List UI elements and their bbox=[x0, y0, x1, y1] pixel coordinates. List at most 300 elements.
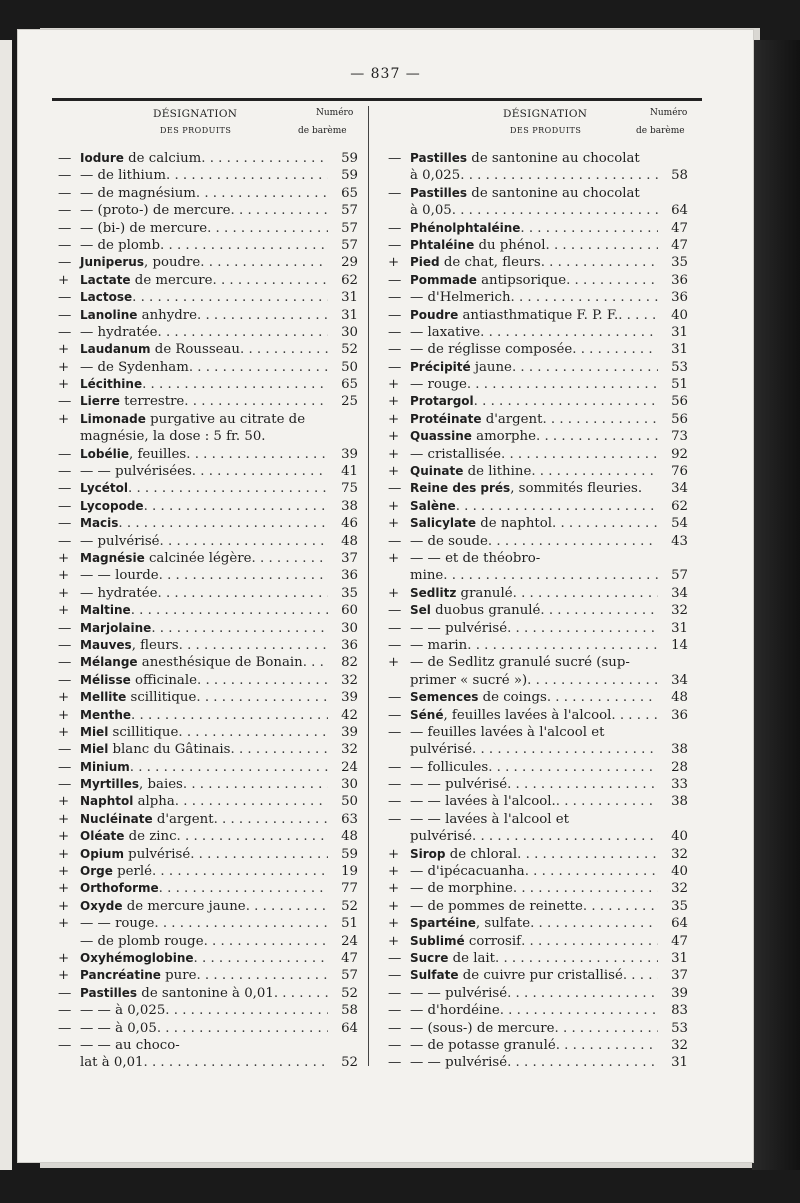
product-detail: de santonine au chocolat bbox=[467, 151, 640, 166]
entry-mark: + bbox=[388, 377, 400, 393]
entry-mark: — bbox=[58, 394, 72, 410]
bareme-number: 73 bbox=[671, 429, 688, 445]
bareme-number: 30 bbox=[341, 777, 358, 793]
dot-leader bbox=[541, 254, 658, 271]
entry-text bbox=[410, 1037, 556, 1054]
entry-mark: — bbox=[58, 185, 72, 201]
dot-leader bbox=[443, 567, 658, 584]
ditto-mark: — bbox=[80, 220, 98, 236]
ditto-mark: — — bbox=[410, 550, 446, 566]
ditto-mark: — bbox=[80, 359, 98, 375]
entry-mark: + bbox=[58, 585, 70, 601]
entry-text bbox=[410, 898, 583, 915]
bareme-number: 64 bbox=[341, 1020, 358, 1036]
product-name: Myrtilles bbox=[80, 777, 140, 792]
ditto-mark: — — bbox=[410, 794, 446, 810]
dot-leader bbox=[488, 533, 658, 550]
entry-mark: + bbox=[388, 255, 400, 271]
product-detail: jaune bbox=[470, 359, 512, 375]
product-detail: calcinée légère bbox=[144, 550, 252, 566]
bareme-number: 57 bbox=[341, 237, 358, 253]
list-item bbox=[388, 967, 688, 984]
entry-text bbox=[80, 707, 131, 724]
entry-text bbox=[80, 620, 151, 637]
dot-leader bbox=[512, 359, 658, 376]
ditto-mark: — bbox=[410, 898, 428, 914]
ditto-mark: — bbox=[410, 446, 428, 462]
product-detail: , baies bbox=[139, 777, 183, 793]
product-name: Lycétol bbox=[80, 481, 128, 496]
bareme-number: 19 bbox=[341, 864, 358, 880]
entry-text bbox=[410, 307, 618, 324]
designation-heading: DÉSIGNATION bbox=[503, 108, 588, 120]
list-item bbox=[388, 1020, 688, 1037]
bareme-number: 40 bbox=[671, 829, 688, 845]
ditto-mark: — — bbox=[80, 916, 116, 932]
bareme-number: 40 bbox=[671, 307, 688, 323]
dot-leader bbox=[196, 967, 328, 984]
product-detail: à 0,05 bbox=[115, 1020, 157, 1036]
entry-mark: — bbox=[388, 968, 402, 984]
entry-text bbox=[410, 480, 642, 497]
product-name: Lierre bbox=[80, 394, 120, 409]
dot-leader bbox=[583, 898, 658, 915]
entry-text bbox=[410, 585, 513, 602]
bareme-number: 42 bbox=[341, 707, 358, 723]
product-detail: rouge bbox=[115, 916, 155, 932]
list-item bbox=[388, 672, 688, 689]
list-item bbox=[58, 411, 358, 428]
product-name: Miel bbox=[80, 742, 109, 757]
entry-mark: — bbox=[58, 777, 72, 793]
dot-leader bbox=[472, 741, 658, 758]
dot-leader bbox=[154, 915, 328, 932]
dot-leader bbox=[513, 585, 658, 602]
ditto-mark: — bbox=[410, 724, 428, 740]
dot-leader bbox=[197, 672, 328, 689]
entry-mark: + bbox=[388, 464, 400, 480]
list-item bbox=[58, 150, 358, 167]
entry-mark: + bbox=[58, 342, 70, 358]
dot-leader bbox=[144, 498, 328, 515]
product-detail: amorphe bbox=[471, 429, 536, 445]
entry-mark: — bbox=[388, 481, 402, 497]
product-detail: de zinc bbox=[124, 829, 177, 845]
product-name: Marjolaine bbox=[80, 620, 152, 635]
ditto-mark: — — bbox=[410, 620, 446, 636]
product-name: Macis bbox=[80, 516, 119, 531]
bareme-number: 34 bbox=[671, 481, 688, 497]
bareme-number: 36 bbox=[671, 707, 688, 723]
entry-mark: + bbox=[58, 829, 70, 845]
bareme-number: 32 bbox=[671, 846, 688, 862]
entry-mark: — bbox=[388, 307, 402, 323]
product-name: Spartéine bbox=[410, 916, 476, 931]
dot-leader bbox=[166, 167, 328, 184]
bareme-number: 65 bbox=[341, 185, 358, 201]
product-detail: à 0,025 bbox=[115, 1003, 166, 1019]
dot-leader bbox=[196, 185, 328, 202]
entry-mark: — bbox=[388, 637, 402, 653]
dot-leader bbox=[151, 620, 328, 637]
product-name: Poudre bbox=[410, 307, 459, 322]
product-name: Pastilles bbox=[410, 151, 468, 165]
product-detail: pulvérisé bbox=[123, 846, 191, 862]
entry-text bbox=[410, 567, 443, 584]
dot-leader bbox=[165, 1002, 328, 1019]
list-item bbox=[388, 689, 688, 706]
ditto-mark: — bbox=[80, 168, 98, 184]
list-item bbox=[388, 1002, 688, 1019]
dot-leader bbox=[507, 1054, 658, 1071]
entry-mark: + bbox=[388, 446, 400, 462]
list-item bbox=[388, 793, 688, 810]
entry-text bbox=[410, 811, 569, 828]
product-detail: granulé bbox=[456, 585, 513, 601]
product-detail: pulvérisé bbox=[445, 620, 508, 636]
entry-mark: + bbox=[58, 794, 70, 810]
entry-mark: + bbox=[388, 394, 400, 410]
bareme-number: 31 bbox=[671, 342, 688, 358]
product-name: Laudanum bbox=[80, 342, 151, 357]
entry-mark: — bbox=[388, 950, 402, 966]
entry-mark: + bbox=[58, 568, 70, 584]
ditto-mark: — — bbox=[80, 464, 116, 480]
entry-mark: — bbox=[388, 724, 402, 740]
list-item bbox=[58, 724, 358, 741]
bareme-number: 51 bbox=[671, 377, 688, 393]
product-detail: de chat, fleurs bbox=[439, 255, 541, 271]
bareme-number: 32 bbox=[341, 672, 358, 688]
list-item bbox=[388, 898, 688, 915]
list-item bbox=[388, 567, 688, 584]
entry-text bbox=[410, 724, 604, 741]
dot-leader bbox=[303, 654, 328, 671]
bareme-number: 58 bbox=[341, 1003, 358, 1019]
entry-mark: + bbox=[58, 864, 70, 880]
list-item bbox=[388, 480, 688, 497]
product-detail: de chloral bbox=[445, 846, 518, 862]
dot-leader bbox=[157, 324, 328, 341]
ditto-mark: — — bbox=[410, 985, 446, 1001]
entry-mark: — bbox=[58, 481, 72, 497]
ditto-mark: — bbox=[410, 1003, 428, 1019]
list-item bbox=[58, 428, 358, 445]
list-item bbox=[58, 237, 358, 254]
entry-mark: + bbox=[58, 272, 70, 288]
entry-mark: + bbox=[58, 377, 70, 393]
entry-text bbox=[80, 654, 303, 671]
list-item bbox=[388, 446, 688, 463]
entry-text bbox=[80, 724, 178, 741]
list-item bbox=[58, 602, 358, 619]
product-detail: magnésie, la dose : 5 fr. 50. bbox=[80, 429, 266, 445]
bareme-number: 75 bbox=[341, 481, 358, 497]
ditto-mark: — bbox=[410, 324, 428, 340]
ditto-mark: — bbox=[410, 1037, 428, 1053]
entry-mark: — bbox=[58, 1037, 72, 1053]
product-name: Maltine bbox=[80, 603, 131, 618]
product-detail: anhydre bbox=[137, 307, 197, 323]
ditto-mark: — bbox=[80, 185, 98, 201]
entry-text bbox=[410, 620, 507, 637]
list-item bbox=[388, 811, 688, 828]
dot-leader bbox=[183, 776, 328, 793]
product-detail: pulvérisé bbox=[445, 1055, 508, 1071]
list-item bbox=[58, 1002, 358, 1019]
bareme-number: 31 bbox=[671, 950, 688, 966]
bareme-number: 35 bbox=[671, 898, 688, 914]
list-item bbox=[388, 393, 688, 410]
dot-leader bbox=[452, 202, 658, 219]
product-name: Magnésie bbox=[80, 550, 145, 565]
product-name: Mauves bbox=[80, 637, 132, 652]
product-name: Iodure bbox=[80, 151, 124, 165]
entry-text bbox=[80, 985, 274, 1002]
ditto-mark: — — bbox=[410, 1055, 446, 1071]
right-entries bbox=[388, 150, 688, 1072]
entry-text bbox=[410, 967, 623, 984]
entry-mark: + bbox=[388, 916, 400, 932]
entry-mark: — bbox=[388, 1037, 402, 1053]
product-detail: de mercure jaune bbox=[122, 898, 246, 914]
bareme-number: 24 bbox=[341, 933, 358, 949]
list-item bbox=[58, 254, 358, 271]
entry-mark: + bbox=[388, 864, 400, 880]
entry-mark: + bbox=[58, 603, 70, 619]
product-name: Naphtol bbox=[80, 794, 134, 809]
product-detail: d'hordéine bbox=[427, 1003, 500, 1019]
bareme-number: 41 bbox=[341, 464, 358, 480]
dot-leader bbox=[200, 254, 328, 271]
entry-mark: — bbox=[388, 620, 402, 636]
dot-leader bbox=[456, 498, 658, 515]
list-item bbox=[58, 950, 358, 967]
entry-text bbox=[80, 272, 212, 289]
bareme-number: 25 bbox=[341, 394, 358, 410]
list-item bbox=[388, 167, 688, 184]
entry-mark: — bbox=[388, 290, 402, 306]
entry-mark: + bbox=[58, 359, 70, 375]
entry-text bbox=[80, 324, 157, 341]
entry-text bbox=[80, 150, 201, 167]
dot-leader bbox=[230, 741, 328, 758]
entry-text bbox=[410, 985, 507, 1002]
entry-text bbox=[80, 376, 142, 393]
list-item bbox=[58, 828, 358, 845]
bareme-number: 83 bbox=[671, 1003, 688, 1019]
list-item bbox=[388, 985, 688, 1002]
bareme-number: 37 bbox=[671, 968, 688, 984]
entry-text bbox=[410, 1054, 507, 1071]
entry-text bbox=[80, 237, 160, 254]
bareme-number: 35 bbox=[341, 585, 358, 601]
entry-mark: — bbox=[58, 464, 72, 480]
entry-text bbox=[410, 915, 530, 932]
bareme-number: 35 bbox=[671, 255, 688, 271]
dot-leader bbox=[177, 828, 328, 845]
ditto-mark: — bbox=[80, 237, 98, 253]
entry-mark: — bbox=[388, 777, 402, 793]
bareme-number: 63 bbox=[341, 811, 358, 827]
list-item bbox=[388, 915, 688, 932]
entry-text bbox=[410, 776, 507, 793]
ditto-mark: — — bbox=[410, 811, 446, 827]
entry-mark: — bbox=[58, 498, 72, 514]
entry-mark: — bbox=[388, 1003, 402, 1019]
entry-mark: — bbox=[58, 446, 72, 462]
list-item bbox=[58, 585, 358, 602]
product-detail: d'argent bbox=[481, 411, 543, 427]
dot-leader bbox=[132, 289, 328, 306]
dot-leader bbox=[546, 237, 658, 254]
dot-leader bbox=[128, 480, 328, 497]
bareme-number: 53 bbox=[671, 359, 688, 375]
bareme-number: 28 bbox=[671, 759, 688, 775]
entry-mark: — bbox=[388, 794, 402, 810]
list-item bbox=[58, 567, 358, 584]
bareme-number: 47 bbox=[671, 237, 688, 253]
product-name: Oléate bbox=[80, 829, 125, 844]
entry-text bbox=[80, 359, 189, 376]
entry-mark: — bbox=[388, 1020, 402, 1036]
bareme-number: 14 bbox=[671, 637, 688, 653]
dot-leader bbox=[197, 307, 328, 324]
bareme-number: 48 bbox=[341, 533, 358, 549]
dot-leader bbox=[480, 324, 658, 341]
entry-text bbox=[80, 950, 194, 967]
product-detail: follicules bbox=[427, 759, 489, 775]
entry-text bbox=[80, 567, 159, 584]
list-item bbox=[58, 185, 358, 202]
bareme-number: 40 bbox=[671, 864, 688, 880]
product-detail: mine bbox=[410, 568, 444, 584]
bareme-number: 39 bbox=[671, 985, 688, 1001]
product-name: Lycopode bbox=[80, 498, 144, 513]
product-name: Salicylate bbox=[410, 516, 476, 531]
entry-text bbox=[80, 637, 179, 654]
list-item bbox=[58, 307, 358, 324]
product-name: Salène bbox=[410, 498, 456, 513]
list-item bbox=[58, 880, 358, 897]
list-item bbox=[388, 411, 688, 428]
list-item bbox=[388, 202, 688, 219]
product-detail: blanc du Gâtinais bbox=[108, 742, 231, 758]
bareme-number: 38 bbox=[341, 498, 358, 514]
entry-text bbox=[410, 515, 552, 532]
list-item bbox=[58, 480, 358, 497]
entry-mark: — bbox=[388, 220, 402, 236]
dot-leader bbox=[467, 637, 658, 654]
list-item bbox=[58, 1037, 358, 1054]
product-name: Pommade bbox=[410, 272, 477, 287]
dot-leader bbox=[520, 220, 658, 237]
bareme-number: 52 bbox=[341, 985, 358, 1001]
ditto-mark: — bbox=[80, 933, 98, 949]
entry-text bbox=[410, 411, 542, 428]
list-item bbox=[388, 550, 688, 567]
product-detail: de Sydenham bbox=[97, 359, 189, 375]
right-column-header bbox=[388, 100, 688, 144]
entry-text bbox=[410, 393, 474, 410]
product-detail: pulvérisées bbox=[115, 464, 192, 480]
product-detail: à 0,025 bbox=[410, 168, 461, 184]
product-detail: terrestre bbox=[119, 394, 185, 410]
list-item bbox=[58, 967, 358, 984]
bareme-number: 32 bbox=[341, 742, 358, 758]
product-detail: anesthésique de Bonain bbox=[137, 655, 303, 671]
entry-mark: + bbox=[388, 898, 400, 914]
dot-leader bbox=[118, 515, 328, 532]
ditto-mark: — bbox=[410, 655, 428, 671]
list-item bbox=[388, 237, 688, 254]
dot-leader bbox=[184, 393, 328, 410]
entry-text bbox=[410, 1002, 500, 1019]
product-detail: de santonine au chocolat bbox=[467, 185, 640, 201]
product-detail: de magnésium bbox=[97, 185, 196, 201]
dot-leader bbox=[204, 933, 328, 950]
dot-leader bbox=[513, 880, 658, 897]
entry-text bbox=[80, 446, 186, 463]
dot-leader bbox=[507, 776, 658, 793]
entry-mark: + bbox=[58, 811, 70, 827]
dot-leader bbox=[547, 689, 658, 706]
list-item bbox=[58, 620, 358, 637]
product-name: Juniperus bbox=[80, 255, 144, 270]
entry-text bbox=[80, 741, 230, 758]
entry-text bbox=[80, 828, 177, 845]
column-divider bbox=[368, 106, 369, 1066]
list-item bbox=[388, 324, 688, 341]
entry-text bbox=[80, 811, 214, 828]
dot-leader bbox=[525, 863, 658, 880]
bareme-number: 47 bbox=[671, 220, 688, 236]
entry-text bbox=[80, 254, 200, 271]
product-name: Semences bbox=[410, 690, 479, 705]
product-detail: de calcium bbox=[123, 151, 202, 166]
product-name: Sedlitz bbox=[410, 585, 457, 600]
entry-text bbox=[410, 202, 452, 219]
entry-mark: — bbox=[58, 324, 72, 340]
list-item bbox=[388, 933, 688, 950]
entry-mark: + bbox=[388, 550, 400, 566]
product-detail: antipsorique bbox=[476, 272, 567, 288]
entry-text bbox=[410, 880, 513, 897]
dot-leader bbox=[623, 967, 658, 984]
entry-text bbox=[80, 1002, 165, 1019]
dot-leader bbox=[246, 898, 328, 915]
bareme-number: 31 bbox=[671, 1055, 688, 1071]
product-detail: scillitique bbox=[108, 724, 179, 740]
dot-leader bbox=[507, 985, 658, 1002]
product-name: Protargol bbox=[410, 394, 474, 409]
dot-leader bbox=[201, 150, 328, 167]
dot-leader bbox=[231, 202, 328, 219]
ditto-mark: — bbox=[410, 759, 428, 775]
list-item bbox=[58, 672, 358, 689]
product-detail: de Rousseau bbox=[150, 342, 241, 358]
dot-leader bbox=[196, 689, 328, 706]
bareme-number: 65 bbox=[341, 377, 358, 393]
product-detail: , sulfate bbox=[475, 916, 531, 932]
bareme-number: 31 bbox=[341, 290, 358, 306]
product-name: Orthoforme bbox=[80, 881, 159, 896]
product-detail: hydratée bbox=[97, 324, 158, 340]
entry-text bbox=[410, 272, 566, 289]
product-detail: , poudre bbox=[144, 255, 201, 271]
product-detail: , feuilles lavées à l'alcool bbox=[443, 707, 612, 723]
bareme-number: 34 bbox=[671, 672, 688, 688]
